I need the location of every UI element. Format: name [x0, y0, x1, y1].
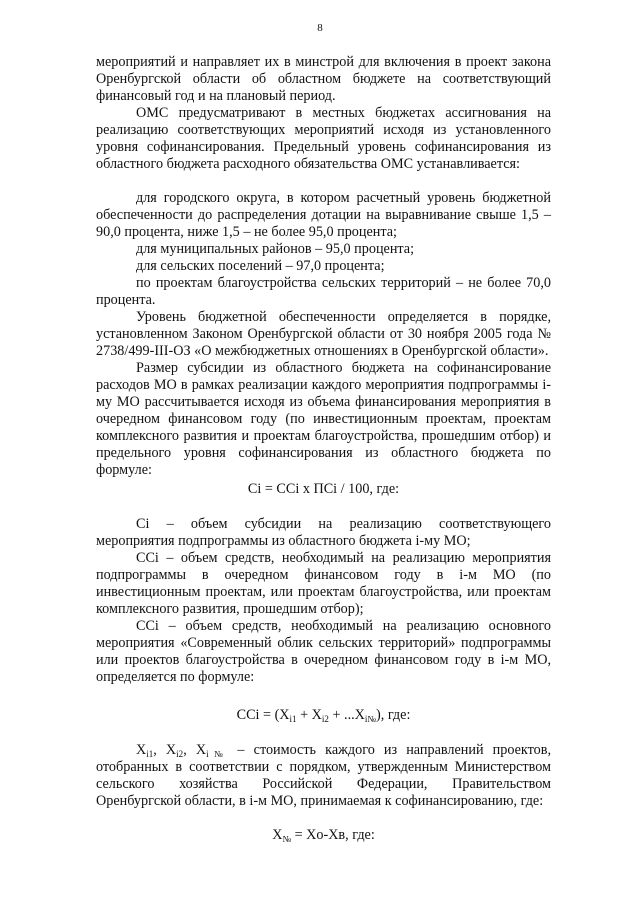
- formula-cci-lhs: ССi = (X: [236, 707, 290, 723]
- paragraph-continuation: мероприятий и направляет их в минстрой для включения в проект закона Оренбургской области об областном бюджете на соответствующий финансовый год и на плановый период.: [96, 54, 551, 104]
- x-term-1-sub: i1: [146, 749, 154, 759]
- formula-cci-plus-1: + X: [296, 707, 322, 723]
- x-term-2: , X: [153, 742, 177, 758]
- formula-x-rest: = Xо-Xв, где:: [291, 827, 375, 843]
- formula-cci-sub-2: i2: [321, 714, 329, 724]
- formula-x: [96, 827, 551, 844]
- paragraph-budget-sufficiency: Уровень бюджетной обеспеченности определяется в порядке, установленном Законом Оренбургской области от 30 ноября 2005 года № 2738/499-III-ОЗ «О межбюджетных отношениях в Оренбургской области».: [96, 309, 551, 359]
- x-definition-text: стоимость каждого из направлений проектов, отобранных в соответствии с порядком, утвержденным Министерством сельского хозяйства Российской Федерации, Правительством Оренбургской области, в i-м МО, принимаемая к софинансированию, где:: [96, 742, 551, 809]
- formula-cci: [96, 707, 551, 724]
- paragraph-rural-settlements: для сельских поселений – 97,0 процента;: [136, 258, 385, 274]
- formula-cci-plus-2: + ...X: [328, 707, 365, 723]
- paragraph-cci-definition: ССi – объем средств, необходимый на реализацию мероприятия подпрограммы в очередном финансовом году в i-м МО (по инвестиционным проектам, или проектам благоустройства, или проектам комплексного развития, прошедшим отбор);: [96, 550, 551, 617]
- formula-subsidy: Сi = ССi х ПСi / 100, где:: [247, 481, 400, 497]
- page-number: 8: [317, 22, 323, 34]
- x-term-1: X: [136, 742, 147, 758]
- paragraph-city-district: для городского округа, в котором расчетный уровень бюджетной обеспеченности до распределения дотации на выравнивание свыше 1,5 – 90,0 процента, ниже 1,5 – не более 95,0 процента;: [96, 190, 551, 240]
- formula-cci-tail: ), где:: [376, 707, 411, 723]
- formula-cci-sub-1: i1: [289, 714, 297, 724]
- paragraph-oms-cofinancing: ОМС предусматривают в местных бюджетах ассигнования на реализацию соответствующих мероприятий исходя из установленного уровня софинансирования. Предельный уровень софинансирования из областного бюджета расходного обязательства ОМС устанавливается:: [96, 105, 551, 172]
- formula-x-sub: №: [282, 834, 292, 844]
- formula-x-var: X: [272, 827, 283, 843]
- paragraph-cci-rural: ССi – объем средств, необходимый на реализацию основного мероприятия «Современный облик сельских территорий» подпрограммы или проектов благоустройства в очередном финансовом году в i-м МО, определяется по формуле:: [96, 618, 551, 685]
- paragraph-x-definition: [96, 742, 551, 810]
- paragraph-ci-definition: Сi – объем субсидии на реализацию соответствующего мероприятия подпрограммы из областного бюджета i-му МО;: [96, 516, 551, 549]
- x-term-2-sub: i2: [176, 749, 184, 759]
- paragraph-subsidy-size: Размер субсидии из областного бюджета на софинансирование расходов МО в рамках реализации каждого мероприятия подпрограммы i-му МО рассчитывается исходя из объема финансирования мероприятия в очередном финансовом году (по инвестиционным проектам, проектам комплексного развития и проектам благоустройства, прошедшим отбор) и предельного уровня софинансирования из областного бюджета по формуле:: [96, 360, 551, 478]
- x-term-3-sub: i№: [206, 749, 229, 759]
- x-term-3: , X: [183, 742, 207, 758]
- paragraph-rural-improvement: по проектам благоустройства сельских территорий – не более 70,0 процента.: [96, 275, 551, 308]
- formula-cci-sub-3: i№: [364, 714, 376, 724]
- paragraph-municipal-districts: для муниципальных районов – 95,0 процента;: [136, 241, 415, 257]
- x-dash: –: [228, 742, 254, 758]
